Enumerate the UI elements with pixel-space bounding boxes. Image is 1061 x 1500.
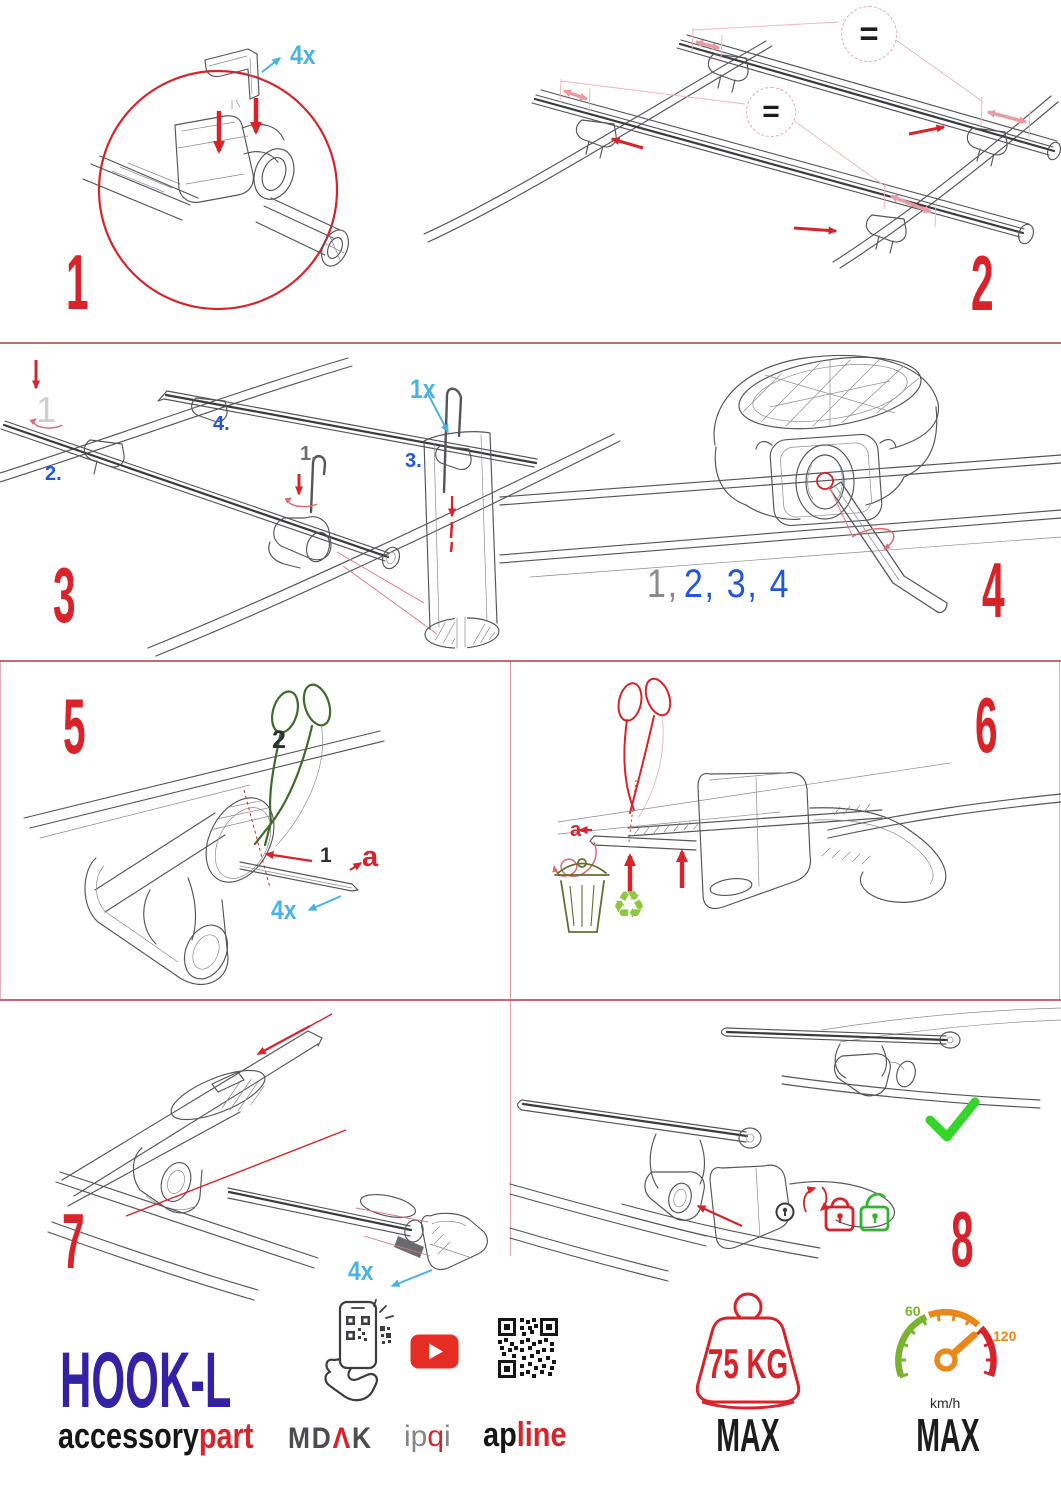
mdak-post: K	[351, 1422, 373, 1455]
cover-install-drawing	[510, 1100, 894, 1281]
qty-pointer-arrow	[262, 58, 280, 72]
step4-illustration	[500, 345, 1061, 661]
qty-pointer-arrow	[309, 896, 341, 910]
step4-tighten-sequence	[647, 564, 790, 604]
detail-circle	[99, 71, 337, 309]
step7-number: 7	[62, 1197, 85, 1285]
ipqi-logo	[404, 1422, 451, 1452]
sequence-rest: 2, 3, 4	[683, 562, 791, 606]
step5-dim-label: a	[362, 841, 379, 873]
scissors-icon	[255, 681, 335, 846]
step2-number: 2	[971, 239, 994, 327]
step1-number: 1	[66, 238, 89, 326]
step5-number: 5	[63, 682, 86, 770]
key-lock-icon	[777, 1204, 794, 1221]
sight-lines	[337, 552, 437, 634]
step1-quantity-label: 4x	[290, 40, 316, 70]
product-name: HOOK-L	[60, 1335, 232, 1424]
speed-max-value-label: 120	[993, 1328, 1017, 1344]
brand-prefix: accessory	[58, 1415, 199, 1456]
roof-rails-drawing	[48, 1172, 318, 1300]
mdak-mid: Λ	[332, 1422, 352, 1455]
crossbars-drawing	[532, 35, 1061, 253]
brand-suffix: part	[198, 1415, 254, 1456]
step3-number: 3	[53, 551, 76, 639]
equal-sign-badge	[746, 87, 796, 137]
slide-arrow	[612, 139, 643, 148]
apline-suffix: line	[516, 1416, 567, 1454]
clamp-drawing	[756, 433, 896, 526]
step5-insert-order: 1	[320, 844, 332, 867]
step4-number: 4	[982, 546, 1005, 634]
max-speed-label: MAX	[916, 1409, 980, 1461]
insert-direction-arrow	[266, 854, 312, 861]
slide-cover-arrow	[698, 1206, 742, 1226]
allen-key-icon	[830, 482, 947, 613]
step7-quantity-label: 4x	[348, 1256, 374, 1286]
crossbar-drawing	[83, 156, 354, 270]
slide-arrow	[794, 228, 836, 231]
scissors-icon	[615, 675, 675, 842]
ipqi-post: i	[444, 1420, 451, 1453]
slide-arrow	[909, 127, 944, 134]
guide-line	[310, 1014, 332, 1026]
step8-illustration	[510, 1000, 1061, 1312]
bar-top-view-drawing	[62, 1031, 322, 1206]
step5-scissors-order: 2	[272, 726, 286, 754]
brand-logo	[58, 1415, 254, 1456]
step3-ghost-order: 1	[36, 389, 57, 430]
rubber-strip-drawing	[590, 836, 696, 850]
step3-order-1: 1.	[300, 443, 317, 465]
ipqi-mid: q	[427, 1420, 445, 1453]
checkmark-icon	[930, 1102, 975, 1137]
foot-clamp-drawing	[175, 116, 301, 205]
sequence-first: 1,	[647, 562, 679, 606]
slide-in-arrow	[258, 1026, 310, 1054]
ipqi-pre: ip	[404, 1420, 428, 1453]
turn-key-arrow	[821, 1187, 826, 1210]
turn-key-arrow	[804, 1188, 815, 1212]
qr-code	[498, 1318, 558, 1378]
speed-unit-label: km/h	[930, 1395, 961, 1411]
crossbars-drawing	[1, 391, 537, 571]
apline-pre: ap	[483, 1416, 517, 1454]
equal-sign: =	[859, 15, 879, 52]
lock-bracket-drawing	[205, 49, 259, 109]
step6-dim-label: a	[570, 819, 582, 841]
dim-pointer-arrow	[350, 863, 361, 870]
phone-qr-scan-icon	[318, 1296, 396, 1408]
qty-pointer-arrow	[392, 1270, 432, 1286]
step6-number: 6	[975, 681, 998, 769]
foot-tower-drawing	[714, 346, 940, 519]
recycle-icon: ♻	[612, 883, 647, 927]
youtube-icon	[410, 1334, 459, 1369]
step3-quantity-label: 1x	[410, 374, 436, 404]
max-weight-label: MAX	[716, 1409, 780, 1461]
equal-sign: =	[762, 95, 780, 128]
roof-rail-drawing	[500, 455, 1061, 577]
speed-min-label: 60	[905, 1303, 921, 1319]
foot-drawing	[133, 1148, 202, 1213]
step3-order-4: 4.	[213, 413, 230, 435]
step3-order-3: 3.	[405, 450, 422, 472]
apline-logo	[483, 1418, 567, 1452]
max-weight-value: 75 KG	[707, 1340, 789, 1387]
mdak-logo	[288, 1424, 373, 1454]
equal-sign-badge	[841, 6, 897, 62]
section-divider	[0, 342, 1061, 344]
mdak-pre: MD	[288, 1422, 333, 1455]
trash-recycle-icon	[555, 859, 609, 932]
rotate-arrow	[289, 498, 317, 507]
finished-assembly-drawing	[722, 1008, 1061, 1108]
step8-number: 8	[951, 1195, 974, 1283]
step3-order-2: 2.	[45, 463, 62, 485]
step5-quantity-label: 4x	[271, 895, 297, 925]
